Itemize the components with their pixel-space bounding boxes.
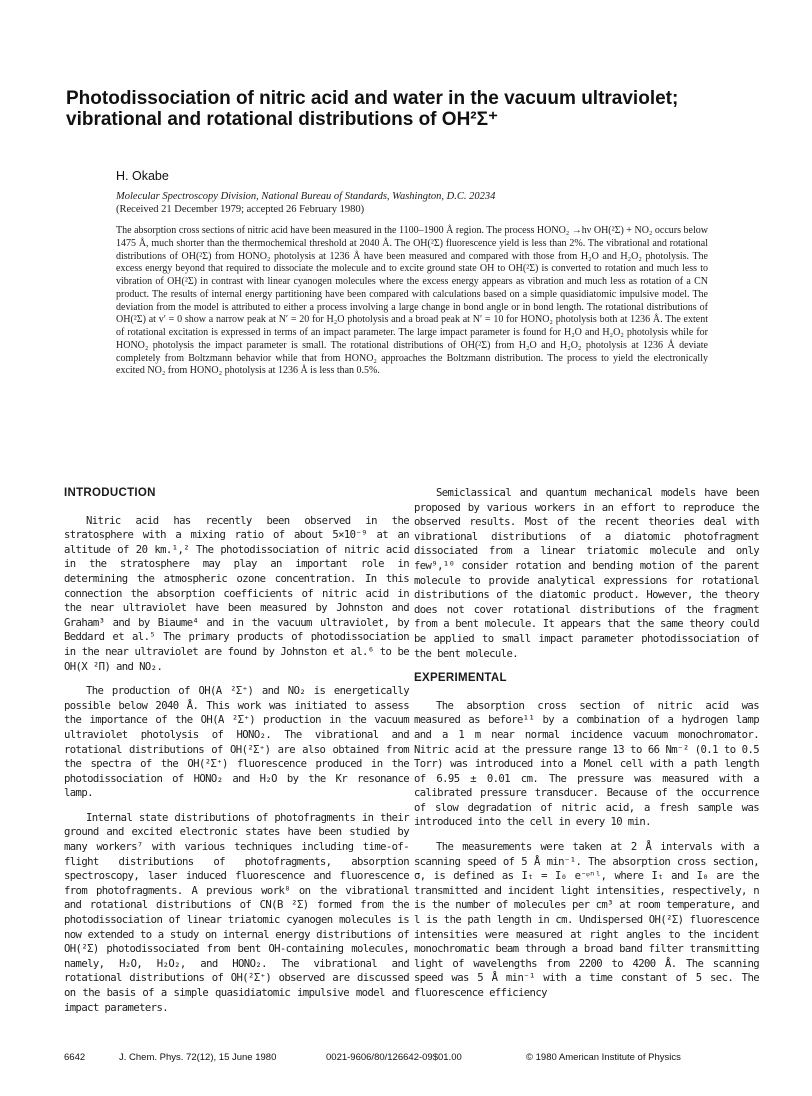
- author-name: H. Okabe: [116, 169, 169, 183]
- author-affiliation: Molecular Spectroscopy Division, National Bureau of Standards, Washington, D.C. 20234: [116, 191, 496, 202]
- body-paragraph: The absorption cross section of nitric acid was measured as before¹¹ by a combination of a hydrogen lamp and a 1 m near normal incidence vacuum monochromator. Nitric acid at the pressure range 13 to 66 Nm⁻² (0.1 to 0.5 Torr) was introduced into a Monel cell with a path length of 6.95 ± 0.01 cm. The pressure was measured with a calibrated pressure transducer. Because of the occurrence of slow degradation of nitric acid, a fresh sample was introduced into the cell in every 10 min.: [414, 699, 759, 829]
- copyright-notice: © 1980 American Institute of Physics: [526, 1052, 681, 1063]
- left-column: [64, 486, 409, 1025]
- right-column: [414, 486, 759, 1011]
- journal-citation: J. Chem. Phys. 72(12), 15 June 1980: [119, 1052, 277, 1063]
- abstract: The absorption cross sections of nitric acid have been measured in the 1100–1900 Å region. The process HONO₂ →hν OH(²Σ) + NO₂ occurs below 1475 Å, much shorter than the thermochemical threshold at 2040 Å. The OH(²Σ) fluorescence yield is less than 2%. The vibrational and rotational distributions of OH(²Σ) from HONO₂ photolysis at 1236 Å have been measured and compared with those from H₂O and H₂O₂ photolysis. The excess energy beyond that required to dissociate the molecule and to excite ground state OH to OH(²Σ) is converted to rotation and much less to vibration of OH(²Σ) in contrast with linear cyanogen molecules where the excess energy appears as vibration and much less as rotation of a CN product. The results of internal energy partitioning have been compared with calculations based on a simple quasidiatomic impulsive model. The deviation from the model is attributed to either a process involving a large change in bond angle or in bond length. The rotational distributions of OH(²Σ) at v′ = 0 show a narrow peak at N′ = 20 for H₂O photolysis and a broad peak at N′ = 10 for HONO₂ photolysis both at 1236 Å. The extent of rotational excitation is expressed in terms of an impact parameter. The large impact parameter is found for H₂O and H₂O₂ photolysis while for HONO₂ photolysis the impact parameter is small. The rotational distributions of OH(²Σ) from H₂O and H₂O₂ photolysis at 1236 Å deviate completely from Boltzmann behavior while that from HONO₂ approaches the Boltzmann distribution. The process to yield the electronically excited NO₂ from HONO₂ photolysis at 1236 Å is less than 0.5%.: [116, 225, 708, 377]
- page-number: 6642: [64, 1052, 86, 1063]
- body-paragraph: Nitric acid has recently been observed in the stratosphere with a mixing ratio of about 5×10⁻⁹ at an altitude of 20 km.¹,² The photodissociation of nitric acid in the stratosphere may play an important role in determining the atmospheric ozone concentration. In this connection the absorption coefficients of nitric acid in the near ultraviolet have been measured by Johnston and Graham³ and by Biaume⁴ and in the vacuum ultraviolet, by Beddard et al.⁵ The primary products of photodissociation in the near ultraviolet are found by Johnston et al.⁶ to be OH(X ²Π) and NO₂.: [64, 514, 409, 673]
- section-heading-introduction: INTRODUCTION: [64, 487, 156, 499]
- body-paragraph: Semiclassical and quantum mechanical models have been proposed by various workers in an effort to reproduce the observed results. Most of the recent theories deal with vibrational distributions of a diatomic photofragment dissociated from a linear triatomic molecule and only few⁹,¹⁰ consider rotation and bending motion of the parent molecule to provide analytical expressions for rotational distributions of the diatomic product. However, the theory does not cover rotational distributions of the fragment from a bent molecule. It appears that the same theory could be applied to small impact parameter photodissociation of the bent molecule.: [414, 487, 759, 660]
- received-dates: (Received 21 December 1979; accepted 26 February 1980): [116, 204, 365, 215]
- article-code: 0021-9606/80/126642-09$01.00: [326, 1052, 462, 1063]
- body-paragraph: Internal state distributions of photofragments in their ground and excited electronic states have been studied by many workers⁷ with various techniques including time-of-flight distributions of photofragments, absorption spectroscopy, laser induced fluorescence and fluorescence from photofragments. A previous work⁸ on the vibrational and rotational distributions of CN(B ²Σ) formed from the photodissociation of linear triatomic cyanogen molecules is now extended to a study on internal energy distributions of OH(²Σ) photodissociated from bent OH-containing molecules, namely, H₂O, H₂O₂, and HONO₂. The vibrational and rotational distributions of OH(²Σ⁺) observed are discussed on the basis of a simple quasidiatomic impulsive model and impact parameters.: [64, 811, 409, 1014]
- article-title: Photodissociation of nitric acid and water in the vacuum ultraviolet; vibrational and rotational distributions of OH²Σ⁺: [66, 88, 679, 130]
- section-heading-experimental: EXPERIMENTAL: [414, 672, 507, 685]
- body-paragraph: The measurements were taken at 2 Å intervals with a scanning speed of 5 Å min⁻¹. The absorption cross section, σ, is defined as Iₜ = I₀ e⁻ᵠⁿˡ, where Iₜ and I₀ are the transmitted and incident light intensities, respectively, n is the number of molecules per cm³ at room temperature, and l is the path length in cm. Undispersed OH(²Σ) fluorescence intensities were measured at right angles to the incident monochromatic beam through a broad band filter transmitting light of wavelengths from 2200 to 4200 Å. The scanning speed was 5 Å min⁻¹ with a time constant of 5 sec. The fluorescence efficiency: [414, 841, 759, 999]
- body-paragraph: The production of OH(A ²Σ⁺) and NO₂ is energetically possible below 2040 Å. This work was initiated to assess the importance of the OH(A ²Σ⁺) production in the vacuum ultraviolet photolysis of HONO₂. The vibrational and rotational distributions of OH(²Σ⁺) are also obtained from the spectra of the OH(²Σ⁺) fluorescence produced in the photodissociation of HONO₂ and H₂O by the Kr resonance lamp.: [64, 685, 409, 800]
